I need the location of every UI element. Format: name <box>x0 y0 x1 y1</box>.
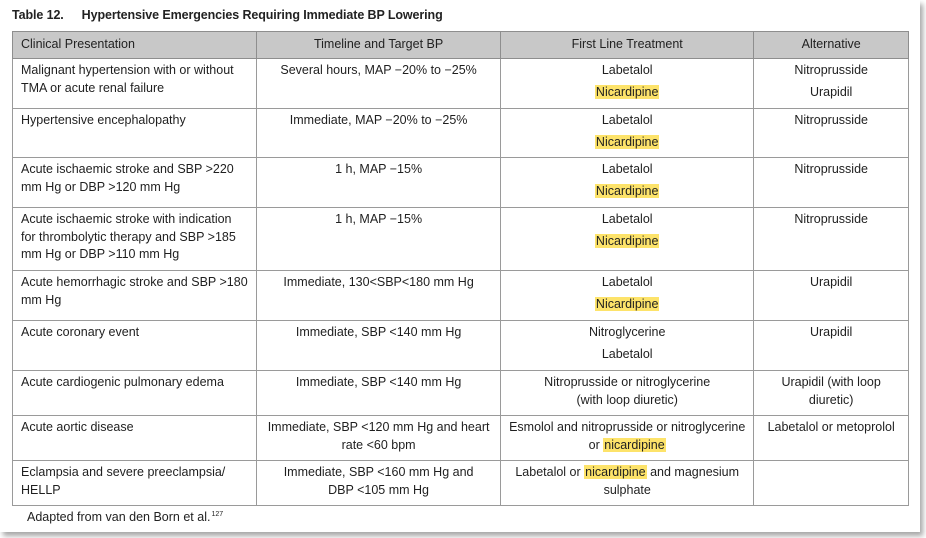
footnote-text: Adapted from van den Born et al. <box>27 510 211 524</box>
footnote-ref: 127 <box>211 511 224 518</box>
treatment-line <box>509 211 745 229</box>
first-line-cell <box>501 208 754 271</box>
drug-name: Labetalol <box>601 275 653 289</box>
presentation-line: Acute cardiogenic pulmonary edema <box>21 375 224 389</box>
highlighted-drug: nicardipine <box>604 437 665 452</box>
timeline-line: 1 h, MAP −15% <box>335 212 423 226</box>
table-row <box>13 109 909 158</box>
alternative-cell <box>754 461 909 506</box>
header-alternative: Alternative <box>754 32 909 59</box>
timeline-cell <box>257 321 501 371</box>
treatment-line <box>509 161 745 179</box>
treatment-line <box>509 482 745 500</box>
first-line-cell <box>501 321 754 371</box>
clinical-presentation-cell <box>13 208 257 271</box>
treatment-line <box>509 374 745 392</box>
header-first-line: First Line Treatment <box>501 32 754 59</box>
clinical-presentation-cell <box>13 271 257 321</box>
treatment-line <box>509 134 745 152</box>
treatment-line <box>509 419 745 437</box>
treatment-text: or <box>588 437 604 452</box>
presentation-line: Eclampsia and severe preeclampsia/ <box>21 465 226 479</box>
highlighted-drug: Nicardipine <box>595 183 659 198</box>
drug-name: Labetalol <box>601 212 653 226</box>
treatment-line <box>509 274 745 292</box>
presentation-line: Hypertensive encephalopathy <box>21 113 186 127</box>
table-row <box>13 321 909 371</box>
table-title <box>12 8 443 22</box>
treatment-line <box>509 464 745 482</box>
timeline-line: Several hours, MAP −20% to −25% <box>280 63 477 77</box>
treatment-line <box>509 437 745 455</box>
treatment-line <box>509 233 745 251</box>
timeline-line: Immediate, SBP <120 mm Hg and heart <box>267 420 490 434</box>
alternative-cell <box>754 158 909 208</box>
timeline-cell <box>257 461 501 506</box>
presentation-line: Acute aortic disease <box>21 420 134 434</box>
treatment-text: Esmolol and nitroprusside or nitroglycerine <box>509 420 746 434</box>
alternative-line: Urapidil <box>809 275 853 289</box>
alternative-line: Urapidil (with loop diuretic) <box>781 375 881 407</box>
table-row <box>13 271 909 321</box>
table-number: Table 12. <box>12 8 64 22</box>
table-row <box>13 461 909 506</box>
timeline-cell <box>257 59 501 109</box>
first-line-cell <box>501 109 754 158</box>
alternative-line: Nitroprusside <box>794 63 868 77</box>
table-row <box>13 59 909 109</box>
timeline-line: Immediate, SBP <160 mm Hg and <box>283 465 474 479</box>
first-line-cell <box>501 158 754 208</box>
drug-name: Labetalol <box>601 113 653 127</box>
table-row <box>13 371 909 416</box>
header-timeline: Timeline and Target BP <box>257 32 501 59</box>
treatment-line <box>509 62 745 80</box>
footnote <box>27 510 223 524</box>
alternative-line: Urapidil <box>809 325 853 339</box>
presentation-line: Acute hemorrhagic stroke and SBP >180 <box>21 275 248 289</box>
clinical-presentation-cell <box>13 416 257 461</box>
presentation-line: Acute coronary event <box>21 325 140 339</box>
alternative-cell <box>754 416 909 461</box>
timeline-cell <box>257 158 501 208</box>
drug-name: Nitroglycerine <box>588 325 666 339</box>
alternative-cell <box>754 271 909 321</box>
alternative-cell <box>754 59 909 109</box>
highlighted-drug: Nicardipine <box>595 134 659 149</box>
treatment-text: Labetalol or <box>515 465 585 479</box>
presentation-line: mm Hg <box>21 292 62 307</box>
alternative-line: Urapidil <box>809 84 853 99</box>
first-line-cell <box>501 461 754 506</box>
clinical-presentation-cell <box>13 59 257 109</box>
header-row <box>13 32 909 59</box>
first-line-cell <box>501 416 754 461</box>
treatment-text: and magnesium <box>646 465 740 479</box>
presentation-line: Acute ischaemic stroke and SBP >220 <box>21 162 234 176</box>
emergencies-table <box>12 31 909 506</box>
alternative-line: Labetalol or metoprolol <box>767 420 895 434</box>
alternative-line: Nitroprusside <box>794 162 868 176</box>
timeline-cell <box>257 416 501 461</box>
timeline-cell <box>257 271 501 321</box>
treatment-text: sulphate <box>603 482 651 497</box>
timeline-line: 1 h, MAP −15% <box>335 162 423 176</box>
first-line-cell <box>501 271 754 321</box>
timeline-line: Immediate, SBP <140 mm Hg <box>295 325 462 339</box>
presentation-line: mm Hg or DBP >120 mm Hg <box>21 179 181 194</box>
presentation-line: HELLP <box>21 482 61 497</box>
drug-name: Labetalol <box>601 346 653 361</box>
presentation-line: Malignant hypertension with or without <box>21 63 234 77</box>
table-caption: Hypertensive Emergencies Requiring Immediate BP Lowering <box>81 8 443 22</box>
alternative-cell <box>754 109 909 158</box>
treatment-line <box>509 346 745 364</box>
first-line-cell <box>501 371 754 416</box>
clinical-presentation-cell <box>13 371 257 416</box>
treatment-text: Nitroprusside or nitroglycerine <box>544 375 711 389</box>
timeline-line: DBP <105 mm Hg <box>328 482 430 497</box>
alternative-cell <box>754 321 909 371</box>
highlighted-drug: Nicardipine <box>595 233 659 248</box>
timeline-cell <box>257 371 501 416</box>
treatment-line <box>509 84 745 102</box>
treatment-line <box>509 324 745 342</box>
clinical-presentation-cell <box>13 461 257 506</box>
drug-name: Labetalol <box>601 63 653 77</box>
table-row <box>13 158 909 208</box>
highlighted-drug: nicardipine <box>585 465 646 479</box>
alternative-cell <box>754 371 909 416</box>
timeline-cell <box>257 208 501 271</box>
clinical-presentation-cell <box>13 109 257 158</box>
header-clinical-presentation: Clinical Presentation <box>13 32 257 59</box>
presentation-line: TMA or acute renal failure <box>21 80 165 95</box>
clinical-presentation-cell <box>13 158 257 208</box>
table-row <box>13 208 909 271</box>
treatment-text: (with loop diuretic) <box>576 392 678 407</box>
highlighted-drug: Nicardipine <box>595 84 659 99</box>
treatment-line <box>509 112 745 130</box>
drug-name: Labetalol <box>601 162 653 176</box>
presentation-line: mm Hg or DBP >110 mm Hg <box>21 247 180 261</box>
table-row <box>13 416 909 461</box>
presentation-line: for thrombolytic therapy and SBP >185 <box>21 229 236 244</box>
timeline-line: Immediate, MAP −20% to −25% <box>289 113 468 127</box>
alternative-cell <box>754 208 909 271</box>
presentation-line: Acute ischaemic stroke with indication <box>21 212 232 226</box>
treatment-line <box>509 183 745 201</box>
timeline-line: Immediate, SBP <140 mm Hg <box>295 375 462 389</box>
alternative-line: Nitroprusside <box>794 212 868 226</box>
first-line-cell <box>501 59 754 109</box>
clinical-presentation-cell <box>13 321 257 371</box>
highlighted-drug: Nicardipine <box>595 296 659 311</box>
timeline-line: rate <60 bpm <box>341 437 416 452</box>
timeline-cell <box>257 109 501 158</box>
treatment-line <box>509 392 745 410</box>
timeline-line: Immediate, 130<SBP<180 mm Hg <box>283 275 474 289</box>
treatment-line <box>509 296 745 314</box>
alternative-line: Nitroprusside <box>794 113 868 127</box>
